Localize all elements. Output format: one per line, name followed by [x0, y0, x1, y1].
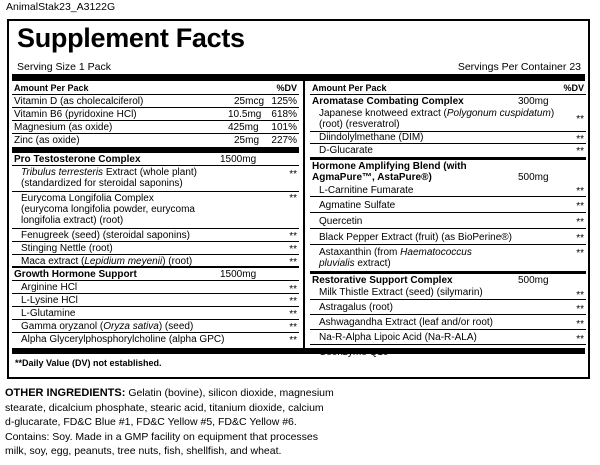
ingredient-name: Japanese knotweed extract (Polygonum cuspidatum) [319, 108, 555, 119]
ingredient-row [12, 320, 299, 333]
nutrient-dv: 227% [271, 135, 297, 146]
section-heading-amplifying [310, 160, 586, 184]
ingredient-name: Na-R-Alpha Lipoic Acid (Na-R-ALA) [319, 332, 477, 343]
ingredient-row [12, 307, 299, 320]
vitamin-row [12, 108, 299, 121]
ingredient-dv: ** [289, 169, 297, 180]
vitamin-row [12, 95, 299, 108]
ingredient-name: Quercetin [319, 216, 363, 227]
other-ingredients-line: OTHER INGREDIENTS: Gelatin (bovine), silicon dioxide, magnesium [5, 387, 334, 399]
other-ingredients-line: milk, soy, egg, peanuts, tree nuts, fish, shellfish, and wheat. [5, 445, 282, 457]
ingredient-dv: ** [289, 309, 297, 320]
section-title: Pro Testosterone Complex [14, 154, 141, 165]
ingredient-dv: ** [289, 322, 297, 333]
ingredient-name: Milk Thistle Extract (seed) (silymarin) [319, 287, 483, 298]
nutrient-name: Magnesium (as oxide) [14, 122, 113, 133]
ingredient-detail: pluvialis extract) [319, 258, 391, 269]
product-code: AnimalStak23_A3122G [6, 1, 116, 13]
ingredient-row [12, 281, 299, 294]
serving-size: Serving Size 1 Pack [17, 61, 111, 73]
section-heading-growth-hormone [12, 268, 299, 281]
ingredient-detail: (root) (resveratrol) [319, 119, 400, 130]
section-heading-aromatase [310, 95, 586, 108]
nutrient-amount: 25mg [234, 135, 260, 146]
ingredient-dv: ** [576, 290, 584, 301]
ingredient-name: Arginine HCl [21, 282, 78, 293]
ingredient-dv: ** [576, 201, 584, 212]
ingredient-row [12, 192, 299, 229]
ingredient-name: Fenugreek (seed) (steroidal saponins) [21, 230, 190, 241]
dv-footnote: **Daily Value (DV) not established. [15, 358, 162, 368]
servings-per-container: Servings Per Container 23 [457, 61, 581, 73]
section-title: Restorative Support Complex [312, 275, 453, 286]
section-title: Growth Hormone Support [14, 269, 137, 280]
other-ingredients-line: stearate, dicalcium phosphate, stearic acid, titanium dioxide, calcium [5, 401, 324, 414]
ingredient-name: Gamma oryzanol (Oryza sativa) (seed) [21, 321, 194, 332]
section-amount: 500mg [518, 275, 549, 286]
section-title: Aromatase Combating Complex [312, 96, 464, 107]
ingredient-name: Astragalus (root) [319, 302, 393, 313]
ingredient-name: Diindolylmethane (DIM) [319, 132, 424, 143]
ingredient-row [310, 330, 586, 345]
ingredient-row [310, 213, 586, 229]
panel-title: Supplement Facts [17, 23, 245, 53]
ingredient-row [310, 229, 586, 245]
ingredient-name: Agmatine Sulfate [319, 200, 396, 211]
ingredient-detail: longifolia extract) (root) [21, 215, 124, 226]
other-ingredients-line: Contains: Soy. Made in a GMP facility on equipment that processes [5, 430, 319, 443]
ingredient-row [12, 294, 299, 307]
other-ingredients-label: OTHER INGREDIENTS: [5, 387, 126, 399]
other-ingredients-line: d-glucarate, FD&C Blue #1, FD&C Yellow #5, FD&C Yellow #6. [5, 416, 297, 428]
ingredient-name: Eurycoma Longifolia Complex [21, 193, 154, 204]
nutrient-amount: 10.5mg [228, 109, 262, 120]
nutrient-dv: 618% [271, 109, 297, 120]
ingredient-name: L-Lysine HCl [21, 295, 78, 306]
section-amount: 500mg [518, 172, 549, 183]
ingredient-name: Tribulus terresteris Extract (whole plant) [21, 167, 197, 178]
amount-per-pack-header: Amount Per Pack [14, 83, 89, 93]
ingredient-row [310, 184, 586, 197]
ingredient-detail: (standardized for steroidal saponins) [21, 178, 183, 189]
ingredient-name: D-Glucarate [319, 145, 373, 156]
right-column [310, 81, 586, 359]
ingredient-dv: ** [289, 284, 297, 295]
ingredient-dv: ** [289, 257, 297, 268]
column-divider [303, 81, 305, 349]
ingredient-row [12, 229, 299, 242]
ingredient-name: Astaxanthin (from Haematococcus [319, 247, 472, 258]
ingredient-row [310, 300, 586, 315]
ingredient-name: Stinging Nettle (root) [21, 243, 113, 254]
nutrient-name: Vitamin D (as cholecalciferol) [14, 96, 144, 107]
section-title-line2: AgmaPure™, AstaPure®) [312, 172, 432, 183]
ingredient-row [310, 197, 586, 213]
nutrient-name: Zinc (as oxide) [14, 135, 80, 146]
ingredient-row [310, 287, 586, 300]
ingredient-detail: (eurycoma longifolia powder, eurycoma [21, 204, 195, 215]
thick-divider [12, 74, 585, 81]
ingredient-dv: ** [289, 193, 297, 204]
ingredient-name: L-Glutamine [21, 308, 76, 319]
ingredient-row [12, 242, 299, 255]
nutrient-amount: 25mcg [234, 96, 265, 107]
ingredient-dv: ** [576, 134, 584, 145]
ingredient-dv: ** [576, 233, 584, 244]
ingredient-dv: ** [576, 319, 584, 330]
amount-per-pack-header: Amount Per Pack [312, 83, 387, 93]
ingredient-dv: ** [576, 186, 584, 197]
ingredient-row [310, 132, 586, 144]
section-heading-restorative [310, 274, 586, 287]
section-amount: 300mg [518, 96, 549, 107]
ingredient-dv: ** [289, 335, 297, 346]
vitamin-row [12, 134, 299, 147]
ingredient-dv: ** [576, 114, 584, 125]
section-heading-pro-testosterone [12, 153, 299, 166]
ingredient-row [310, 108, 586, 132]
nutrient-amount: 425mg [228, 122, 259, 133]
ingredient-dv: ** [289, 296, 297, 307]
ingredient-dv: ** [289, 231, 297, 242]
left-column [12, 81, 299, 346]
ingredient-dv: ** [289, 244, 297, 255]
ingredient-row [12, 166, 299, 192]
ingredient-name: Alpha Glycerylphosphorylcholine (alpha GPC) [21, 334, 225, 345]
column-header [12, 81, 299, 95]
ingredient-dv: ** [576, 334, 584, 345]
column-header [310, 81, 586, 95]
ingredient-dv: ** [576, 217, 584, 228]
section-title: Hormone Amplifying Blend (with [312, 161, 467, 172]
ingredient-dv: ** [576, 146, 584, 157]
ingredient-name: Ashwagandha Extract (leaf and/or root) [319, 317, 493, 328]
ingredient-row [12, 255, 299, 268]
ingredient-name: Maca extract (Lepidium meyenii) (root) [21, 256, 193, 267]
supplement-facts-panel [7, 19, 590, 379]
ingredient-name: Black Pepper Extract (fruit) (as BioPerine®) [319, 232, 512, 243]
vitamin-row [12, 121, 299, 134]
nutrient-name: Vitamin B6 (pyridoxine HCl) [14, 109, 137, 120]
ingredient-dv: ** [576, 248, 584, 259]
nutrient-dv: 125% [271, 96, 297, 107]
other-ingredients [5, 386, 595, 459]
dv-header: %DV [563, 83, 584, 93]
ingredient-row [12, 333, 299, 346]
ingredient-name: L-Carnitine Fumarate [319, 185, 414, 196]
ingredient-dv: ** [576, 304, 584, 315]
ingredient-row [310, 315, 586, 330]
nutrient-dv: 101% [271, 122, 297, 133]
bottom-divider [12, 348, 585, 354]
ingredient-row [310, 245, 586, 271]
ingredient-row [310, 144, 586, 157]
dv-header: %DV [276, 83, 297, 93]
section-amount: 1500mg [220, 269, 257, 280]
section-amount: 1500mg [220, 154, 257, 165]
